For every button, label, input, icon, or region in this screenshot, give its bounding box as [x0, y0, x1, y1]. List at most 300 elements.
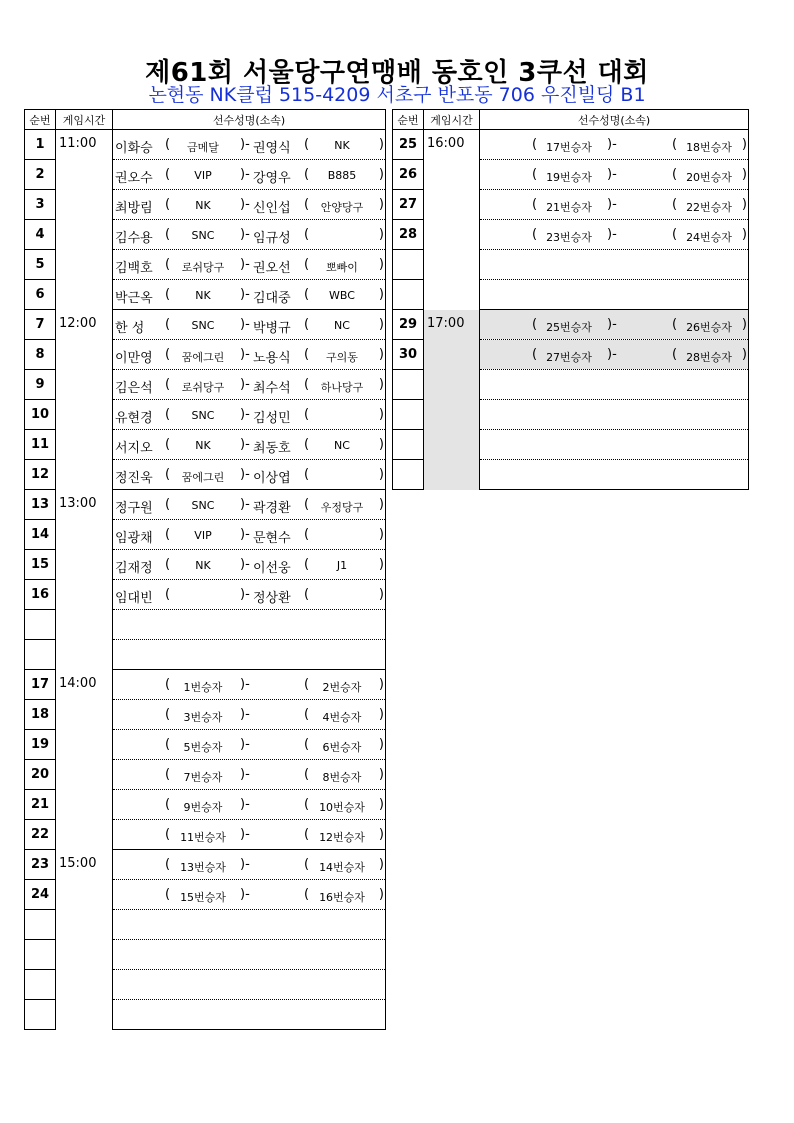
player1-name: 김재정 [115, 561, 153, 576]
paren-close: ) [378, 257, 384, 272]
paren-open: ( [304, 677, 310, 692]
match-players-cell [480, 250, 749, 280]
match-number: 30 [393, 340, 424, 370]
match-number: 10 [25, 400, 56, 430]
paren-open: ( [532, 167, 538, 182]
paren-open: ( [304, 557, 310, 572]
vs-separator: )- [607, 347, 617, 362]
match-number: 4 [25, 220, 56, 250]
paren-open: ( [672, 227, 678, 242]
match-number: 3 [25, 190, 56, 220]
match-players-cell [113, 880, 386, 910]
match-players-cell [480, 340, 749, 370]
player1-club: NK [195, 289, 211, 302]
player1-name: 김백호 [115, 261, 153, 276]
paren-open: ( [165, 377, 171, 392]
match-number: 26 [393, 160, 424, 190]
player2-club: 28번승자 [686, 351, 732, 364]
header-time: 게임시간 [56, 110, 113, 130]
paren-open: ( [672, 317, 678, 332]
match-number [393, 460, 424, 490]
paren-open: ( [304, 347, 310, 362]
paren-close: ) [378, 737, 384, 752]
paren-open: ( [304, 137, 310, 152]
player2-name: 곽경환 [253, 501, 291, 516]
paren-open: ( [165, 857, 171, 872]
player1-name: 김수용 [115, 231, 153, 246]
player1-club: SNC [191, 409, 215, 422]
match-number: 18 [25, 700, 56, 730]
player1-club: SNC [191, 319, 215, 332]
paren-close: ) [378, 557, 384, 572]
player2-name: 노용식 [253, 351, 291, 366]
player1-name: 김은석 [115, 381, 153, 396]
paren-close: ) [378, 887, 384, 902]
match-number: 9 [25, 370, 56, 400]
match-players-cell [113, 970, 386, 1000]
paren-open: ( [165, 767, 171, 782]
match-players-cell [113, 130, 386, 160]
header-no: 순번 [25, 110, 56, 130]
paren-open: ( [165, 347, 171, 362]
player1-club: 7번승자 [183, 771, 223, 784]
paren-close: ) [741, 137, 747, 152]
paren-close: ) [741, 197, 747, 212]
paren-open: ( [532, 137, 538, 152]
paren-close: ) [378, 827, 384, 842]
game-time: 14:00 [56, 670, 113, 850]
paren-open: ( [304, 527, 310, 542]
player1-club: 금메달 [187, 141, 219, 154]
vs-separator: )- [240, 377, 250, 392]
match-number: 28 [393, 220, 424, 250]
match-players-cell [113, 670, 386, 700]
match-number [393, 370, 424, 400]
match-players-cell [113, 250, 386, 280]
paren-close: ) [741, 347, 747, 362]
match-players-cell [113, 580, 386, 610]
player2-club: 10번승자 [319, 801, 365, 814]
match-row [393, 130, 749, 160]
player1-name: 이화승 [115, 141, 153, 156]
player1-club: VIP [194, 529, 212, 542]
paren-open: ( [165, 797, 171, 812]
match-players-cell [113, 370, 386, 400]
player2-club: 26번승자 [686, 321, 732, 334]
paren-open: ( [165, 887, 171, 902]
paren-open: ( [304, 767, 310, 782]
paren-open: ( [165, 587, 171, 602]
game-time: 11:00 [56, 130, 113, 310]
vs-separator: )- [240, 227, 250, 242]
vs-separator: )- [607, 227, 617, 242]
vs-separator: )- [240, 407, 250, 422]
paren-open: ( [165, 167, 171, 182]
player2-club: 8번승자 [322, 771, 362, 784]
player1-club: 5번승자 [183, 741, 223, 754]
paren-close: ) [378, 857, 384, 872]
left-schedule-table [24, 109, 386, 1030]
game-time: 13:00 [56, 490, 113, 670]
paren-close: ) [741, 227, 747, 242]
match-number: 8 [25, 340, 56, 370]
player2-club: 18번승자 [686, 141, 732, 154]
paren-open: ( [165, 227, 171, 242]
vs-separator: )- [607, 137, 617, 152]
game-time: 17:00 [424, 310, 480, 490]
right-schedule-table [392, 109, 749, 490]
match-players-cell [113, 640, 386, 670]
player2-club: 4번승자 [322, 711, 362, 724]
vs-separator: )- [240, 827, 250, 842]
paren-open: ( [165, 497, 171, 512]
paren-open: ( [532, 347, 538, 362]
player1-club: SNC [191, 499, 215, 512]
match-row [25, 850, 386, 880]
match-players-cell [480, 220, 749, 250]
match-players-cell [113, 190, 386, 220]
paren-open: ( [304, 587, 310, 602]
match-row [25, 310, 386, 340]
player2-name: 권오선 [253, 261, 291, 276]
player1-name: 이만영 [115, 351, 153, 366]
paren-close: ) [378, 137, 384, 152]
match-players-cell [480, 190, 749, 220]
venue-address: 논현동 NK클럽 515-4209 서초구 반포동 706 우진빌딩 B1 [148, 84, 646, 106]
paren-open: ( [304, 497, 310, 512]
match-number [393, 280, 424, 310]
match-players-cell [113, 910, 386, 940]
paren-close: ) [741, 317, 747, 332]
paren-open: ( [304, 737, 310, 752]
player2-name: 김성민 [253, 411, 291, 426]
player1-club: 19번승자 [546, 171, 592, 184]
player2-club: 24번승자 [686, 231, 732, 244]
paren-open: ( [304, 257, 310, 272]
player2-club: 하나당구 [320, 381, 364, 394]
match-number [393, 400, 424, 430]
paren-close: ) [378, 227, 384, 242]
paren-open: ( [672, 137, 678, 152]
paren-open: ( [165, 437, 171, 452]
player2-name: 최동호 [253, 441, 291, 456]
match-players-cell [113, 700, 386, 730]
player1-club: 9번승자 [183, 801, 223, 814]
player1-name: 임대빈 [115, 591, 153, 606]
paren-close: ) [378, 197, 384, 212]
paren-open: ( [165, 827, 171, 842]
player1-club: 11번승자 [180, 831, 226, 844]
player1-club: 1번승자 [183, 681, 223, 694]
match-players-cell [113, 220, 386, 250]
player1-club: 17번승자 [546, 141, 592, 154]
game-time: 16:00 [424, 130, 480, 310]
match-number: 27 [393, 190, 424, 220]
match-players-cell [113, 430, 386, 460]
paren-open: ( [304, 197, 310, 212]
vs-separator: )- [240, 137, 250, 152]
match-players-cell [113, 340, 386, 370]
paren-open: ( [304, 407, 310, 422]
paren-close: ) [378, 767, 384, 782]
paren-close: ) [378, 347, 384, 362]
match-players-cell [113, 730, 386, 760]
player1-name: 정구원 [115, 501, 153, 516]
vs-separator: )- [607, 317, 617, 332]
match-number: 7 [25, 310, 56, 340]
header-players: 선수성명(소속) [113, 110, 386, 130]
match-players-cell [113, 310, 386, 340]
player1-name: 정진욱 [115, 471, 153, 486]
player2-club: 안양당구 [320, 201, 364, 214]
player2-club: 구의동 [326, 351, 358, 364]
vs-separator: )- [240, 677, 250, 692]
player1-club: VIP [194, 169, 212, 182]
match-players-cell [113, 1000, 386, 1030]
player2-name: 최수석 [253, 381, 291, 396]
player2-club: 우정당구 [320, 501, 364, 514]
paren-close: ) [741, 167, 747, 182]
player1-club: 25번승자 [546, 321, 592, 334]
paren-open: ( [165, 557, 171, 572]
paren-open: ( [304, 797, 310, 812]
match-row [25, 130, 386, 160]
vs-separator: )- [240, 767, 250, 782]
paren-open: ( [304, 317, 310, 332]
match-players-cell [480, 430, 749, 460]
match-players-cell [480, 400, 749, 430]
player2-club: 22번승자 [686, 201, 732, 214]
header-time: 게임시간 [424, 110, 480, 130]
player2-name: 김대중 [253, 291, 291, 306]
match-number: 1 [25, 130, 56, 160]
player1-club: 로쉬당구 [181, 261, 225, 274]
match-number: 23 [25, 850, 56, 880]
paren-open: ( [672, 167, 678, 182]
paren-close: ) [378, 797, 384, 812]
match-players-cell [113, 520, 386, 550]
player2-club: NK [334, 139, 350, 152]
paren-open: ( [304, 287, 310, 302]
paren-close: ) [378, 287, 384, 302]
paren-close: ) [378, 497, 384, 512]
player1-club: NK [195, 199, 211, 212]
player1-club: 13번승자 [180, 861, 226, 874]
paren-open: ( [304, 887, 310, 902]
player1-club: 3번승자 [183, 711, 223, 724]
player2-club: 6번승자 [322, 741, 362, 754]
match-number: 21 [25, 790, 56, 820]
match-number: 12 [25, 460, 56, 490]
match-players-cell [480, 310, 749, 340]
header-no: 순번 [393, 110, 424, 130]
vs-separator: )- [240, 287, 250, 302]
paren-close: ) [378, 407, 384, 422]
match-number: 20 [25, 760, 56, 790]
paren-close: ) [378, 167, 384, 182]
match-players-cell [480, 160, 749, 190]
match-players-cell [113, 790, 386, 820]
match-number: 2 [25, 160, 56, 190]
player1-club: NK [195, 439, 211, 452]
match-players-cell [480, 280, 749, 310]
match-number: 29 [393, 310, 424, 340]
player1-name: 서지오 [115, 441, 153, 456]
vs-separator: )- [240, 797, 250, 812]
match-players-cell [113, 490, 386, 520]
paren-open: ( [165, 677, 171, 692]
match-players-cell [113, 940, 386, 970]
paren-open: ( [672, 347, 678, 362]
match-row [393, 310, 749, 340]
paren-open: ( [304, 377, 310, 392]
match-players-cell [480, 460, 749, 490]
paren-open: ( [532, 227, 538, 242]
player2-club: 2번승자 [322, 681, 362, 694]
player1-club: 27번승자 [546, 351, 592, 364]
match-number: 16 [25, 580, 56, 610]
match-number: 25 [393, 130, 424, 160]
match-row [25, 670, 386, 700]
paren-open: ( [304, 437, 310, 452]
match-row [25, 490, 386, 520]
tournament-title: 제61회 서울당구연맹배 동호인 3쿠선 대회 [145, 58, 649, 88]
vs-separator: )- [240, 707, 250, 722]
vs-separator: )- [607, 167, 617, 182]
vs-separator: )- [607, 197, 617, 212]
player2-club: 14번승자 [319, 861, 365, 874]
paren-open: ( [165, 137, 171, 152]
player1-name: 박근옥 [115, 291, 153, 306]
match-players-cell [113, 550, 386, 580]
vs-separator: )- [240, 467, 250, 482]
match-number: 22 [25, 820, 56, 850]
vs-separator: )- [240, 587, 250, 602]
player2-name: 박병규 [253, 321, 291, 336]
player1-name: 권오수 [115, 171, 153, 186]
match-players-cell [113, 850, 386, 880]
paren-open: ( [165, 467, 171, 482]
vs-separator: )- [240, 497, 250, 512]
paren-open: ( [165, 257, 171, 272]
match-number [393, 250, 424, 280]
paren-close: ) [378, 317, 384, 332]
match-number: 14 [25, 520, 56, 550]
paren-close: ) [378, 467, 384, 482]
player1-name: 최방림 [115, 201, 153, 216]
paren-close: ) [378, 437, 384, 452]
game-time: 15:00 [56, 850, 113, 1030]
vs-separator: )- [240, 857, 250, 872]
player2-name: 권영식 [253, 141, 291, 156]
player2-club: 뽀빠이 [326, 261, 358, 274]
match-number: 19 [25, 730, 56, 760]
match-number [25, 1000, 56, 1030]
match-number [25, 640, 56, 670]
game-time: 12:00 [56, 310, 113, 490]
paren-close: ) [378, 377, 384, 392]
match-number [25, 940, 56, 970]
paren-open: ( [165, 707, 171, 722]
player2-club: 20번승자 [686, 171, 732, 184]
vs-separator: )- [240, 557, 250, 572]
match-number [25, 610, 56, 640]
paren-close: ) [378, 677, 384, 692]
player2-name: 임규성 [253, 231, 291, 246]
vs-separator: )- [240, 347, 250, 362]
paren-open: ( [304, 857, 310, 872]
player1-club: 꿈에그린 [181, 351, 225, 364]
player2-name: 문현수 [253, 531, 291, 546]
match-number [25, 970, 56, 1000]
match-number: 13 [25, 490, 56, 520]
match-number: 5 [25, 250, 56, 280]
match-number: 24 [25, 880, 56, 910]
player1-club: 로쉬당구 [181, 381, 225, 394]
paren-open: ( [165, 197, 171, 212]
paren-close: ) [378, 707, 384, 722]
match-players-cell [113, 610, 386, 640]
header-players: 선수성명(소속) [480, 110, 749, 130]
match-players-cell [113, 400, 386, 430]
player2-club: J1 [336, 559, 348, 572]
paren-open: ( [165, 317, 171, 332]
player1-name: 임광채 [115, 531, 153, 546]
paren-close: ) [378, 527, 384, 542]
player2-name: 이선웅 [253, 561, 291, 576]
player2-club: B885 [327, 169, 357, 182]
player1-club: 15번승자 [180, 891, 226, 904]
paren-close: ) [378, 587, 384, 602]
match-players-cell [113, 820, 386, 850]
player1-name: 한 성 [115, 321, 145, 336]
player1-club: 23번승자 [546, 231, 592, 244]
paren-open: ( [165, 407, 171, 422]
player2-club: 16번승자 [319, 891, 365, 904]
match-players-cell [113, 160, 386, 190]
paren-open: ( [532, 317, 538, 332]
player2-name: 강영우 [253, 171, 291, 186]
player1-club: NK [195, 559, 211, 572]
player2-name: 신인섭 [253, 201, 291, 216]
paren-open: ( [304, 227, 310, 242]
player2-name: 이상엽 [253, 471, 291, 486]
match-players-cell [113, 760, 386, 790]
player1-club: 21번승자 [546, 201, 592, 214]
paren-open: ( [165, 287, 171, 302]
player2-club: NC [334, 319, 350, 332]
player2-name: 정상환 [253, 591, 291, 606]
match-players-cell [480, 370, 749, 400]
player1-name: 유현경 [115, 411, 153, 426]
vs-separator: )- [240, 317, 250, 332]
vs-separator: )- [240, 527, 250, 542]
match-number: 17 [25, 670, 56, 700]
match-players-cell [480, 130, 749, 160]
match-number [25, 910, 56, 940]
paren-open: ( [304, 827, 310, 842]
paren-open: ( [304, 467, 310, 482]
paren-open: ( [165, 737, 171, 752]
player2-club: 12번승자 [319, 831, 365, 844]
vs-separator: )- [240, 197, 250, 212]
player2-club: NC [334, 439, 350, 452]
vs-separator: )- [240, 257, 250, 272]
paren-open: ( [532, 197, 538, 212]
vs-separator: )- [240, 167, 250, 182]
paren-open: ( [304, 167, 310, 182]
paren-open: ( [304, 707, 310, 722]
